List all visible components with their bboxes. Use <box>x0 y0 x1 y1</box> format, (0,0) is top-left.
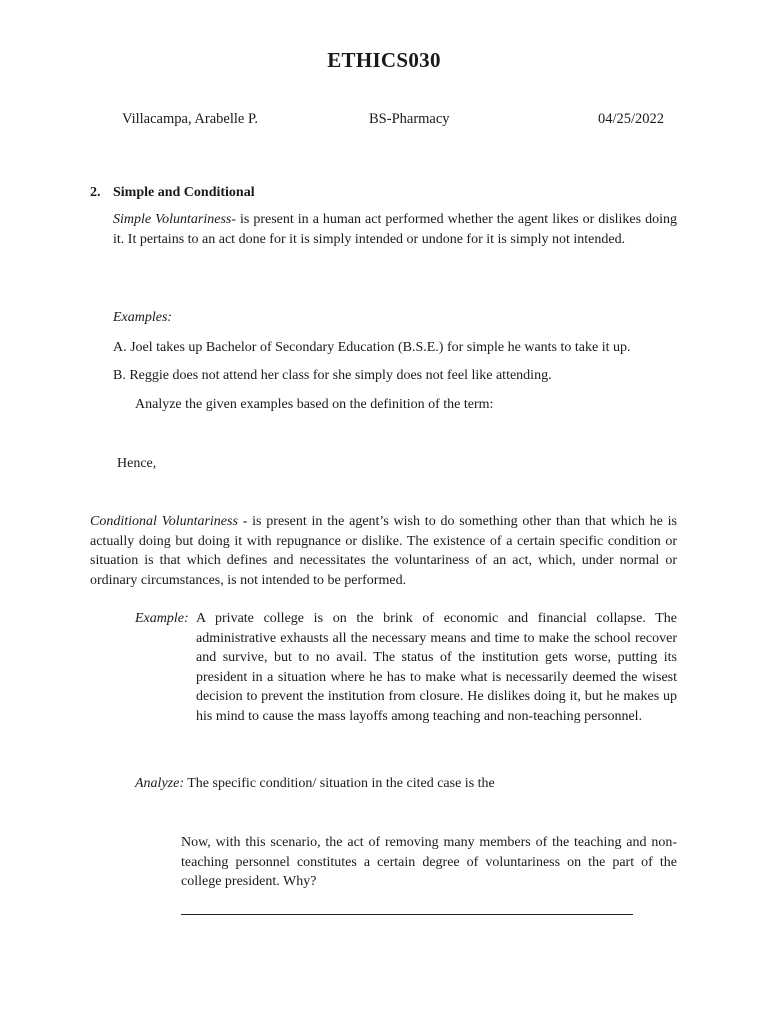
simple-term: Simple Voluntariness <box>113 212 232 227</box>
example-a: A. Joel takes up Bachelor of Secondary Education (B.S.E.) for simple he wants to take it up. <box>113 340 631 355</box>
simple-voluntariness-paragraph <box>113 210 677 249</box>
student-program: BS-Pharmacy <box>369 111 450 127</box>
hence-text: Hence, <box>117 456 157 471</box>
document-title: ETHICS030 <box>327 48 441 72</box>
section-number: 2. <box>90 185 101 200</box>
example-b: B. Reggie does not attend her class for she simply does not feel like attending. <box>113 368 552 383</box>
analyze-prompt: Analyze the given examples based on the definition of the term: <box>135 397 494 412</box>
conditional-voluntariness-paragraph <box>90 512 677 590</box>
simple-definition: - is present in a human act performed whether the agent likes or dislikes doing it. It pertains to an act done for it is simply intended or undone for it is simply not intended. <box>113 212 677 247</box>
examples-label: Examples: <box>113 310 173 325</box>
example-label: Example: <box>135 611 189 626</box>
student-name: Villacampa, Arabelle P. <box>122 111 259 127</box>
analyze-label: Analyze: <box>135 776 184 791</box>
answer-line <box>181 914 633 915</box>
analyze-line <box>135 774 495 794</box>
section-heading: Simple and Conditional <box>113 185 255 200</box>
scenario-question: Now, with this scenario, the act of removing many members of the teaching and non-teaching personnel constitutes a certain degree of voluntariness on the part of the college president. Why? <box>181 835 677 889</box>
conditional-definition: - is present in the agent’s wish to do something other than that which he is actually doing but doing it with repugnance or dislike. The existence of a certain specific condition or situation is that which defines and necessitates the voluntariness of an act, which, under normal or ordinary circumstances, is not intended to be performed. <box>90 514 678 588</box>
conditional-term: Conditional Voluntariness <box>90 514 238 529</box>
analyze-text: The specific condition/ situation in the cited case is the <box>183 776 495 791</box>
document-date: 04/25/2022 <box>598 111 665 127</box>
example-text: A private college is on the brink of economic and financial collapse. The administrative exhausts all the necessary means and time to make the school recover and survive, but to no avail. The status of the institution gets worse, putting its president in a situation where he has to make what is necessarily deemed the wisest decision to prevent the institution from closure. He dislikes doing it, but he makes up his mind to cause the mass layoffs among teaching and non-teaching personnel. <box>196 611 677 724</box>
